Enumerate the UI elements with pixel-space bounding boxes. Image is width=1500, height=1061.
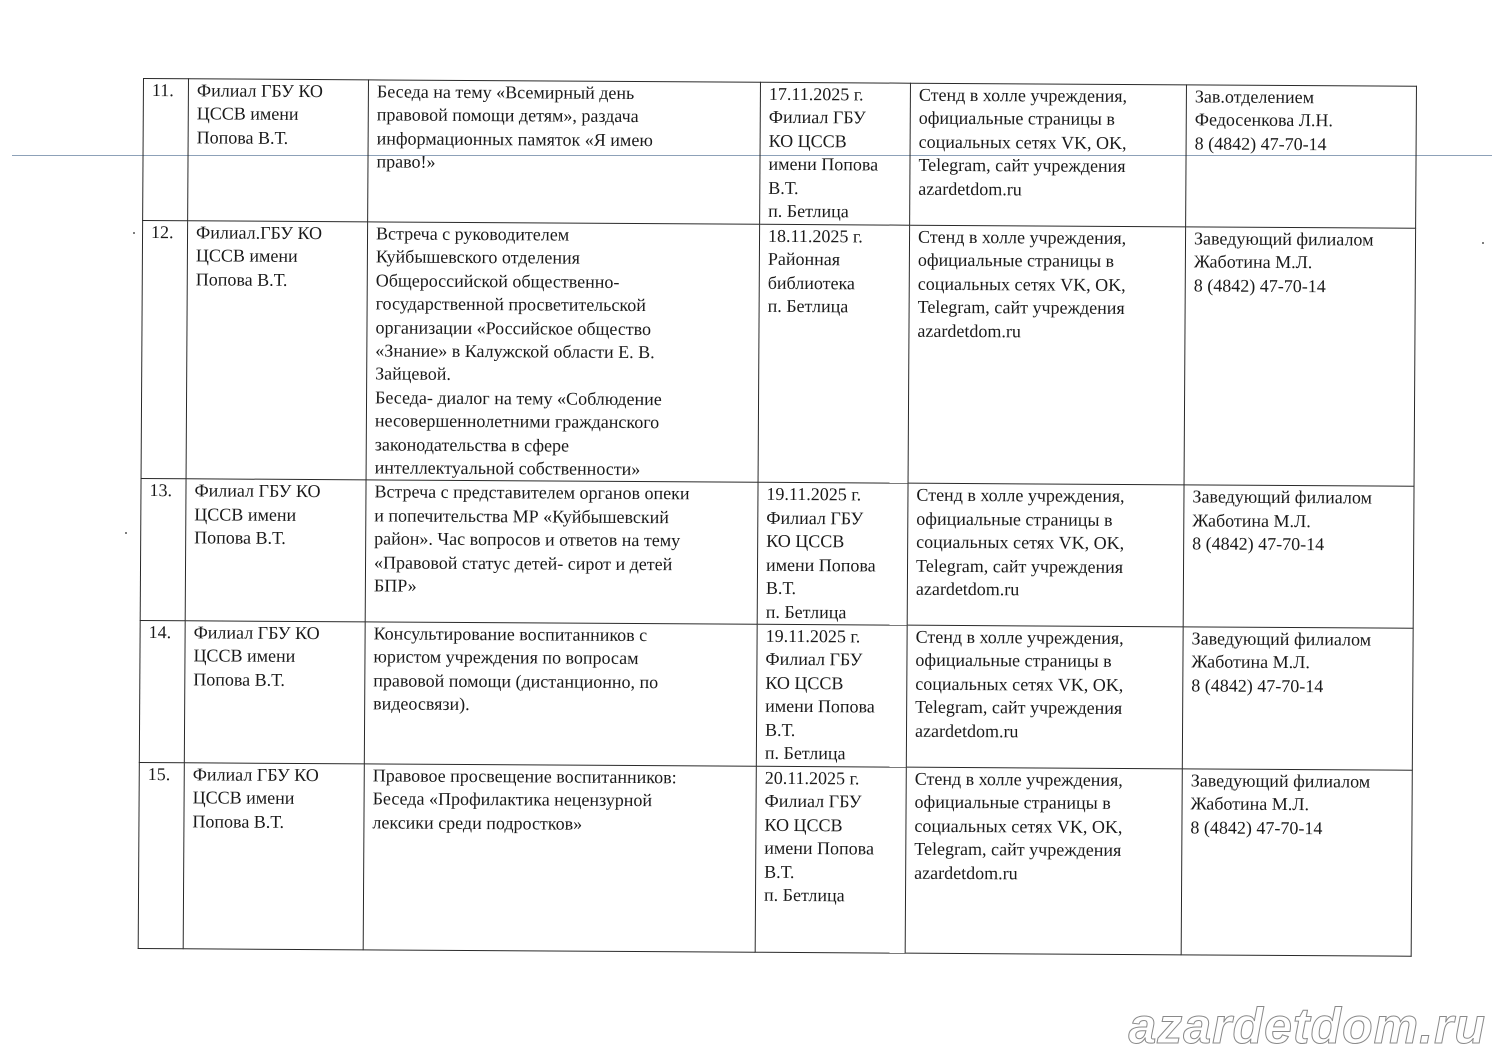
site-watermark: azardetdom.ru <box>1128 998 1486 1054</box>
date-place-cell: 19.11.2025 г. Филиал ГБУ КО ЦССВ имени Попова В.Т. п. Бетлица <box>756 624 907 767</box>
table-row <box>141 221 1416 487</box>
date-place-cell: 17.11.2025 г. Филиал ГБУ КО ЦССВ имени Попова В.Т. п. Бетлица <box>760 82 911 225</box>
date-place-cell: 19.11.2025 г. Филиал ГБУ КО ЦССВ имени Попова В.Т. п. Бетлица <box>757 483 908 625</box>
organizer-cell: Филиал.ГБУ КО ЦССВ имени Попова В.Т. <box>186 221 368 481</box>
responsible-cell: Заведующий филиалом Жаботина М.Л. 8 (4842) 47-70-14 <box>1181 769 1412 956</box>
table-row <box>139 620 1413 770</box>
row-number: 14. <box>139 620 185 762</box>
info-channels-cell: Стенд в холле учреждения, официальные страницы в социальных сетях VK, OK, Telegram, сайт учреждения azardetdom.ru <box>910 83 1187 227</box>
organizer-cell: Филиал ГБУ КО ЦССВ имени Попова В.Т. <box>185 479 366 622</box>
scan-speck <box>133 232 135 234</box>
info-channels-cell: Стенд в холле учреждения, официальные страницы в социальных сетях VK, OK, Telegram, сайт учреждения azardetdom.ru <box>907 484 1184 627</box>
responsible-cell: Заведующий филиалом Жаботина М.Л. 8 (4842) 47-70-14 <box>1183 485 1414 628</box>
event-cell: Беседа на тему «Всемирный день правовой помощи детям», раздача информационных памяток «Я имею право!» <box>368 80 761 224</box>
organizer-cell: Филиал ГБУ КО ЦССВ имени Попова В.Т. <box>184 621 365 764</box>
row-number: 12. <box>141 221 188 480</box>
responsible-cell: Заведующий филиалом Жаботина М.Л. 8 (4842) 47-70-14 <box>1182 627 1413 770</box>
table-row <box>138 762 1412 956</box>
info-channels-cell: Стенд в холле учреждения, официальные страницы в социальных сетях VK, OK, Telegram, сайт учреждения azardetdom.ru <box>908 225 1186 485</box>
info-channels-cell: Стенд в холле учреждения, официальные страницы в социальных сетях VK, OK, Telegram, сайт учреждения azardetdom.ru <box>905 767 1182 955</box>
row-number: 13. <box>140 479 186 621</box>
event-cell: Встреча с руководителем Куйбышевского отделения Общероссийской общественно- государственной просветительской организации «Российское общество «Знание» в Калужской области Е. В. Зайцевой. Беседа- диалог на тему «Соблюдение несовершеннолетними гражданского законодательства в сфере интеллектуальной собственности» <box>366 222 760 483</box>
scan-speck <box>125 532 127 534</box>
event-cell: Консультирование воспитанников с юристом учреждения по вопросам правовой помощи (дистанционно, по видеосвязи). <box>364 622 757 766</box>
event-cell: Встреча с представителем органов опеки и попечительства МР «Куйбышевский район». Час вопросов и ответов на тему «Правовой статус детей- сирот и детей БПР» <box>365 480 758 624</box>
event-cell: Правовое просвещение воспитанников: Беседа «Профилактика нецензурной лексики среди подростков» <box>363 764 756 952</box>
responsible-cell: Заведующий филиалом Жаботина М.Л. 8 (4842) 47-70-14 <box>1184 227 1416 487</box>
info-channels-cell: Стенд в холле учреждения, официальные страницы в социальных сетях VK, OK, Telegram, сайт учреждения azardetdom.ru <box>906 625 1183 769</box>
row-number: 15. <box>138 762 184 948</box>
organizer-cell: Филиал ГБУ КО ЦССВ имени Попова В.Т. <box>188 79 369 222</box>
events-table <box>138 78 1417 957</box>
table-row <box>140 479 1414 628</box>
row-number: 11. <box>143 79 189 221</box>
scan-speck <box>1482 242 1484 244</box>
table-row <box>143 79 1417 229</box>
responsible-cell: Зав.отделением Федосенкова Л.Н. 8 (4842) 47-70-14 <box>1186 85 1417 228</box>
date-place-cell: 18.11.2025 г. Районная библиотека п. Бетлица <box>758 224 910 483</box>
organizer-cell: Филиал ГБУ КО ЦССВ имени Попова В.Т. <box>183 763 364 950</box>
date-place-cell: 20.11.2025 г. Филиал ГБУ КО ЦССВ имени Попова В.Т. п. Бетлица <box>755 766 906 953</box>
